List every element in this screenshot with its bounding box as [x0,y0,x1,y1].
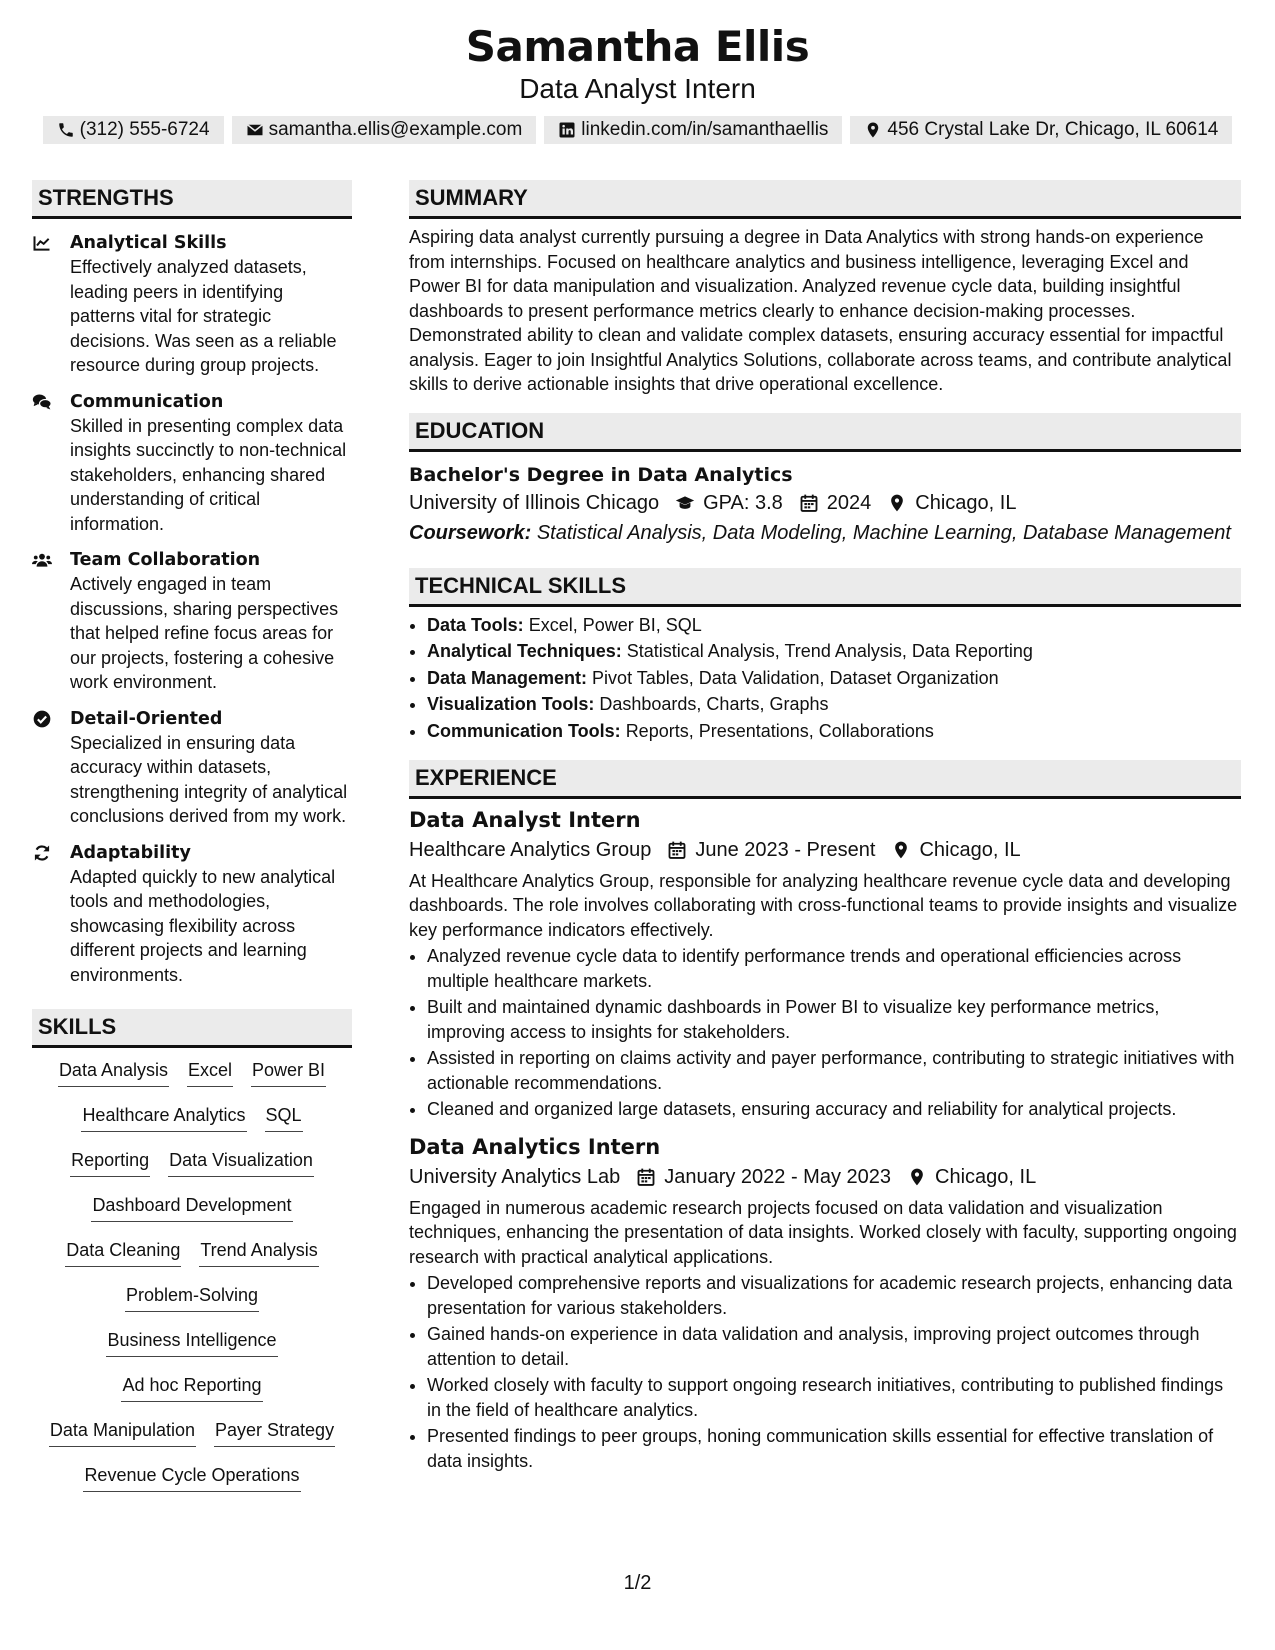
envelope-icon [246,121,264,139]
job-bullet: • Gained hands-on experience in data validation and analysis, improving project outcomes through attention to detail. [427,1322,1241,1371]
skill-tag: Excel [187,1058,233,1087]
skill-tag: Data Cleaning [65,1238,181,1267]
job-location: Chicago, IL [919,838,1021,861]
skill-tag: Healthcare Analytics [81,1103,246,1132]
education-meta [409,488,1241,518]
technical-skill-item [427,692,1241,717]
map-marker-icon [887,493,907,513]
graduation-cap-icon [675,493,695,513]
map-marker-icon [891,840,911,860]
job-meta [409,1162,1241,1192]
experience-heading: EXPERIENCE [409,760,1241,799]
calendar-icon [799,493,819,513]
skill-tag: Data Manipulation [49,1418,196,1447]
strength-desc: Actively engaged in team discussions, sharing perspectives that helped refine focus areas for our projects, fostering a cohesive work environment. [70,574,339,692]
gpa-text: GPA: 3.8 [703,491,783,514]
job-bullet: • Presented findings to peer groups, honing communication skills essential for effective translation of data insights. [427,1424,1241,1473]
summary-heading: SUMMARY [409,180,1241,219]
job-bullets [409,944,1241,1122]
graduation-year: 2024 [826,491,872,514]
job-dates: January 2022 - May 2023 [664,1165,892,1188]
page-number: 1/2 [623,1572,652,1594]
map-marker-icon [907,1167,927,1187]
skill-tag: Business Intelligence [106,1328,277,1357]
strength-item [32,548,352,695]
address-text: 456 Crystal Lake Dr, Chicago, IL 60614 [887,119,1219,140]
job-description: At Healthcare Analytics Group, responsible for analyzing healthcare revenue cycle data and developing dashboards. The role involves collaborating with cross-functional teams to provide insights and visualize key performance indicators effectively. [409,870,1238,940]
skill-tag: Reporting [70,1148,150,1177]
job-entry [409,1132,1241,1474]
contact-email[interactable] [232,116,537,144]
education-location: Chicago, IL [915,491,1017,514]
skill-tag: SQL [265,1103,303,1132]
company-name: University Analytics Lab [409,1165,621,1188]
left-column [32,180,352,1508]
contact-phone[interactable] [43,116,224,144]
strength-item [32,231,352,378]
job-bullet: • Developed comprehensive reports and visualizations for academic research projects, enhancing data presentation for various stakeholders. [427,1271,1241,1320]
tech-value: Statistical Analysis, Trend Analysis, Data Reporting [626,641,1033,661]
job-bullet: • Cleaned and organized large datasets, ensuring accuracy and reliability for analytical projects. [427,1097,1241,1122]
tech-value: Dashboards, Charts, Graphs [599,694,829,714]
job-meta [409,835,1241,865]
strength-desc: Adapted quickly to new analytical tools and methodologies, showcasing flexibility across different projects and learning environments. [70,866,336,985]
summary-text: Aspiring data analyst currently pursuing a degree in Data Analytics with strong hands-on experience from internships. Focused on healthcare analytics and business intelligence, leveraging Excel and Power BI for data manipulation and visualization. Analyzed revenue cycle data, building insightful dashboards to present performance metrics clearly to enhance decision-making processes. Demonstrated ability to clean and validate complex datasets, ensuring accuracy essential for impactful analysis. Eager to join Insightful Analytics Solutions, collaborate across teams, and contribute analytical skills to derive actionable insights that drive operational excellence. [409,227,1232,394]
coursework-label: Coursework: [409,521,532,544]
resume-header [0,22,1275,144]
strength-item [32,707,352,829]
contact-address [850,116,1232,144]
skill-tag: Trend Analysis [199,1238,318,1267]
strength-title: Team Collaboration [70,550,261,570]
tech-label: Visualization Tools: [427,694,595,714]
technical-skill-item [427,719,1241,744]
strength-title: Adaptability [70,842,191,863]
candidate-title: Data Analyst Intern [519,73,756,104]
coursework-list: Statistical Analysis, Data Modeling, Machine Learning, Database Management [536,521,1231,544]
calendar-icon [667,840,687,860]
skill-tag: Problem-Solving [125,1283,259,1312]
technical-skill-item [427,666,1241,691]
job-bullets [409,1271,1241,1473]
strength-title: Analytical Skills [70,233,227,253]
strength-item [32,390,352,537]
strength-desc: Skilled in presenting complex data insights succinctly to non-technical stakeholders, enhancing shared understanding of critical information. [70,415,347,534]
skill-tag: Data Visualization [168,1148,314,1177]
linkedin-icon [558,121,576,139]
school-name: University of Illinois Chicago [409,491,660,514]
strength-desc: Effectively analyzed datasets, leading peers in identifying patterns vital for strategic decisions. Was seen as a reliable resource during group projects. [70,257,337,375]
contact-linkedin[interactable] [544,116,842,144]
skill-tag: Power BI [251,1058,326,1087]
strength-title: Detail-Oriented [70,708,223,729]
technical-skill-item [427,613,1241,638]
tech-label: Data Management: [427,667,588,688]
job-dates: June 2023 - Present [695,838,876,861]
tech-value: Pivot Tables, Data Validation, Dataset Organization [592,667,999,688]
skill-tag: Dashboard Development [91,1193,292,1222]
calendar-icon [636,1167,656,1187]
technical-skills-heading: TECHNICAL SKILLS [409,568,1241,607]
job-bullet: • Analyzed revenue cycle data to identify performance trends and operational efficiencies across multiple healthcare markets. [427,944,1241,993]
company-name: Healthcare Analytics Group [409,838,652,861]
experience-list [409,805,1241,1474]
check-circle-icon [32,709,52,729]
tech-value: Reports, Presentations, Collaborations [625,720,934,741]
map-marker-icon [864,121,882,139]
chart-line-icon [32,233,52,253]
linkedin-text: linkedin.com/in/samanthaellis [581,119,829,140]
strengths-heading: STRENGTHS [32,180,352,219]
skill-tag: Revenue Cycle Operations [83,1463,300,1492]
comments-icon [32,392,52,412]
technical-skills-list [409,613,1241,744]
right-column [409,180,1241,1483]
job-bullet: • Assisted in reporting on claims activity and payer performance, contributing to strategic initiatives with actionable recommendations. [427,1046,1241,1095]
job-entry [409,805,1241,1122]
strength-item [32,841,352,988]
job-title: Data Analytics Intern [409,1134,661,1159]
job-description: Engaged in numerous academic research projects focused on data validation and visualization techniques, enhancing the presentation of data insights. Worked closely with faculty, supporting ongoing research with practical analytical applications. [409,1197,1237,1267]
email-text: samantha.ellis@example.com [268,119,523,140]
strength-title: Communication [70,391,224,412]
skill-tag: Data Analysis [58,1058,169,1087]
users-icon [32,550,52,570]
job-bullet: • Worked closely with faculty to support ongoing research initiatives, contributing to published findings in the field of healthcare analytics. [427,1373,1241,1422]
skill-tag: Ad hoc Reporting [121,1373,262,1402]
coursework [409,518,1241,548]
candidate-name: Samantha Ellis [465,22,810,71]
skills-heading: SKILLS [32,1009,352,1048]
education-heading: EDUCATION [409,413,1241,452]
sync-icon [32,843,52,863]
tech-label: Data Tools: [427,614,524,635]
job-bullet: • Built and maintained dynamic dashboards in Power BI to visualize key performance metrics, improving access to insights for stakeholders. [427,995,1241,1044]
tech-value: Excel, Power BI, SQL [528,614,702,635]
skills-list [32,1058,352,1508]
job-location: Chicago, IL [935,1165,1037,1188]
contact-bar [0,116,1275,144]
technical-skill-item [427,639,1241,664]
job-title: Data Analyst Intern [409,807,641,832]
tech-label: Analytical Techniques: [427,641,622,661]
phone-text: (312) 555-6724 [79,119,210,140]
strength-desc: Specialized in ensuring data accuracy within datasets, strengthening integrity of analytical conclusions derived from my work. [70,732,348,826]
skill-tag: Payer Strategy [214,1418,335,1447]
degree-title: Bachelor's Degree in Data Analytics [409,463,793,486]
phone-icon [57,121,75,139]
tech-label: Communication Tools: [427,720,621,741]
